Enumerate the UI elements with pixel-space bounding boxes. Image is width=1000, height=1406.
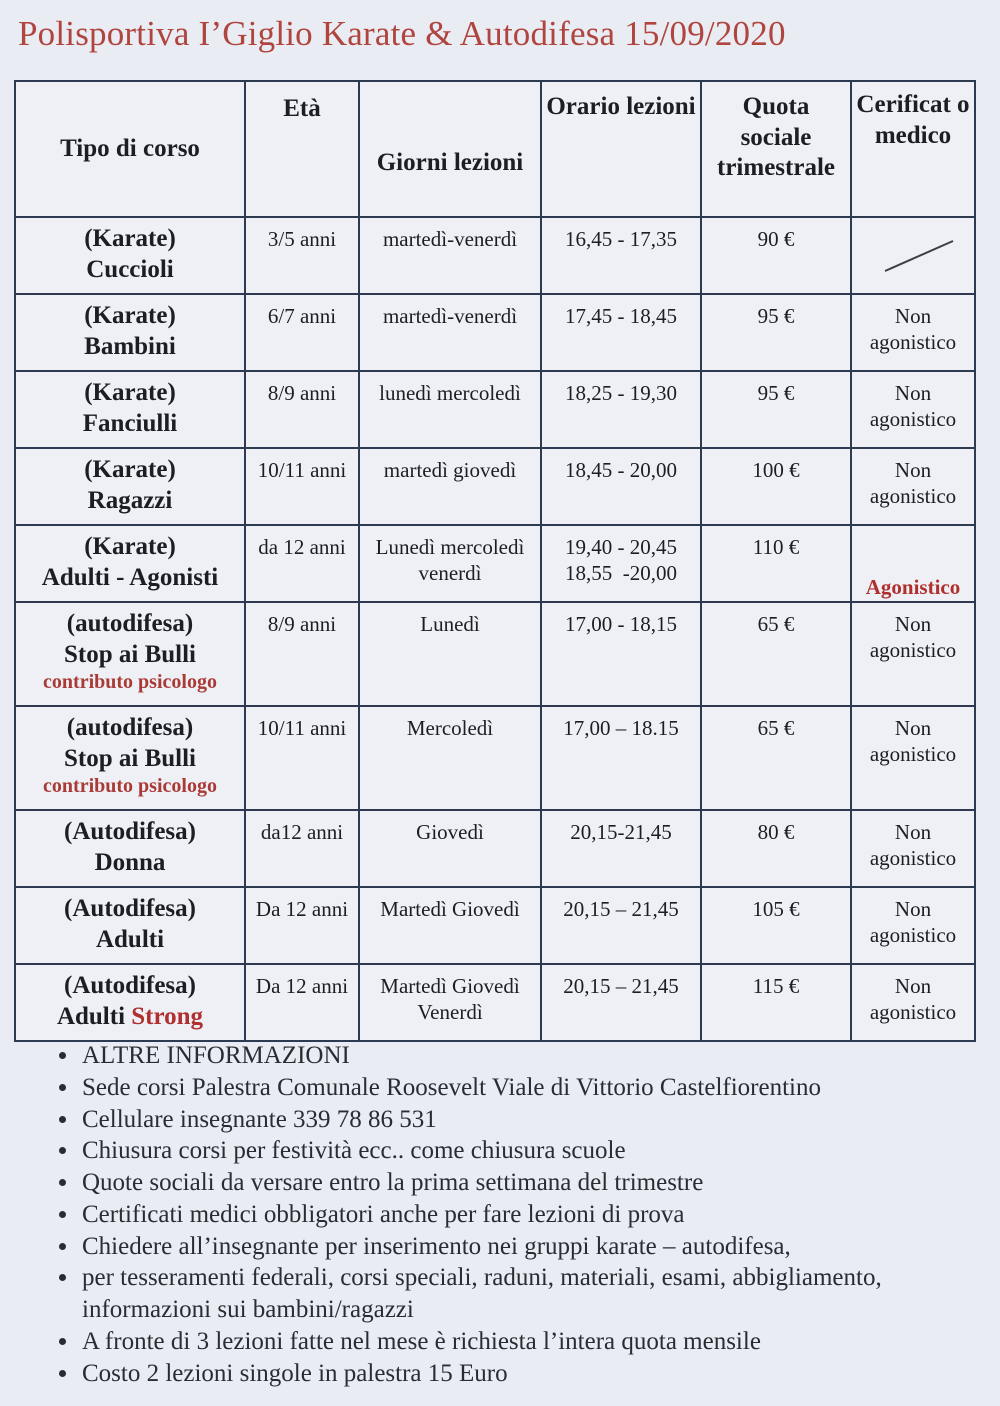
time-slot: 18,55 -20,00: [565, 560, 677, 585]
header-age: Età: [245, 81, 359, 217]
strikethrough-mark-icon: [863, 231, 963, 281]
table-row: [15, 810, 975, 887]
course-cell: [15, 294, 245, 371]
course-name: Ragazzi: [87, 486, 173, 514]
days-cell: Martedì Giovedì Venerdì: [359, 964, 541, 1041]
time-cell: 17,45 - 18,45: [541, 294, 701, 371]
list-item: • Certificati medici obbligatori anche per fare lezioni di prova: [80, 1199, 980, 1231]
course-name: Cuccioli: [86, 255, 174, 283]
fee-cell: 65 €: [701, 602, 851, 706]
course-name: Adulti - Agonisti: [41, 563, 219, 591]
table-row: [15, 217, 975, 294]
course-name: Donna: [94, 848, 166, 876]
table-row: [15, 706, 975, 810]
course-category: (autodifesa): [66, 610, 194, 637]
header-fee: Quota sociale trimestrale: [701, 81, 851, 217]
table-row: [15, 448, 975, 525]
table-row: [15, 887, 975, 964]
time-cell: 20,15-21,45: [541, 810, 701, 887]
header-certificate: Cerificat o medico: [851, 81, 975, 217]
course-name: Stop ai Bulli: [64, 744, 196, 772]
days-cell: Giovedì: [359, 810, 541, 887]
info-list: [44, 1040, 980, 1389]
age-cell: Da 12 anni: [245, 887, 359, 964]
course-category: (autodifesa): [66, 714, 194, 741]
fee-cell: 115 €: [701, 964, 851, 1041]
fee-cell: 95 €: [701, 371, 851, 448]
certificate-cell: [851, 217, 975, 294]
time-cell: 20,15 – 21,45: [541, 964, 701, 1041]
course-cell: [15, 810, 245, 887]
time-cell: 17,00 - 18,15: [541, 602, 701, 706]
time-cell: 20,15 – 21,45: [541, 887, 701, 964]
course-name-main: Adulti: [56, 1002, 126, 1030]
course-cell: [15, 706, 245, 810]
time-cell: 18,45 - 20,00: [541, 448, 701, 525]
age-cell: 8/9 anni: [245, 602, 359, 706]
list-item: • ALTRE INFORMAZIONI: [80, 1040, 980, 1072]
age-cell: 10/11 anni: [245, 706, 359, 810]
agonistic-label: Agonistico: [865, 575, 961, 600]
course-cell: [15, 602, 245, 706]
course-cell: [15, 525, 245, 602]
list-item: • Quote sociali da versare entro la prima settimana del trimestre: [80, 1167, 980, 1199]
time-cell: 18,25 - 19,30: [541, 371, 701, 448]
fee-cell: 90 €: [701, 217, 851, 294]
time-cell: 16,45 - 17,35: [541, 217, 701, 294]
certificate-cell: Non agonistico: [851, 448, 975, 525]
age-cell: 8/9 anni: [245, 371, 359, 448]
certificate-cell: Non agonistico: [851, 964, 975, 1041]
age-cell: 3/5 anni: [245, 217, 359, 294]
course-cell: [15, 887, 245, 964]
days-cell: Martedì Giovedì: [359, 887, 541, 964]
time-cell: 17,00 – 18.15: [541, 706, 701, 810]
certificate-cell: Non agonistico: [851, 371, 975, 448]
course-name: Stop ai Bulli: [64, 640, 196, 668]
header-course-type: Tipo di corso: [15, 81, 245, 217]
fee-cell: 80 €: [701, 810, 851, 887]
fee-cell: 95 €: [701, 294, 851, 371]
age-cell: da 12 anni: [245, 525, 359, 602]
table-row: [15, 964, 975, 1041]
certificate-cell: Non agonistico: [851, 706, 975, 810]
days-cell: Mercoledì: [359, 706, 541, 810]
certificate-cell: [851, 525, 975, 602]
course-category: (Karate): [84, 533, 176, 560]
table-row: [15, 371, 975, 448]
table-header-row: [15, 81, 975, 217]
age-cell: da12 anni: [245, 810, 359, 887]
page-title: Polisportiva I’Giglio Karate & Autodifesa 15/09/2020: [18, 14, 786, 53]
course-cell: [15, 371, 245, 448]
header-days: Giorni lezioni: [359, 81, 541, 217]
course-name: Bambini: [84, 332, 176, 360]
course-category: (Autodifesa): [64, 895, 196, 922]
certificate-cell: Non agonistico: [851, 294, 975, 371]
course-category: (Karate): [84, 302, 176, 329]
course-note: contributo psicologo: [43, 775, 217, 797]
certificate-cell: Non agonistico: [851, 887, 975, 964]
fee-cell: 110 €: [701, 525, 851, 602]
course-cell: [15, 964, 245, 1041]
days-cell: martedì-venerdì: [359, 217, 541, 294]
course-category: (Karate): [84, 379, 176, 406]
list-item: • Chiedere all’insegnante per inserimento nei gruppi karate – autodifesa,: [80, 1231, 980, 1263]
list-item: • Cellulare insegnante 339 78 86 531: [80, 1104, 980, 1136]
age-cell: 10/11 anni: [245, 448, 359, 525]
days-cell: Lunedì mercoledì venerdì: [359, 525, 541, 602]
fee-cell: 65 €: [701, 706, 851, 810]
table-row: [15, 525, 975, 602]
days-cell: martedì-venerdì: [359, 294, 541, 371]
age-cell: Da 12 anni: [245, 964, 359, 1041]
days-cell: lunedì mercoledì: [359, 371, 541, 448]
certificate-cell: Non agonistico: [851, 602, 975, 706]
course-cell: [15, 448, 245, 525]
age-cell: 6/7 anni: [245, 294, 359, 371]
table-row: [15, 294, 975, 371]
time-cell: [541, 525, 701, 602]
course-name-strong: Strong: [131, 1002, 204, 1030]
fee-cell: 105 €: [701, 887, 851, 964]
course-name: Adulti: [95, 925, 165, 953]
time-slot: 19,40 - 20,45: [565, 535, 677, 559]
course-cell: [15, 217, 245, 294]
course-category: (Autodifesa): [64, 818, 196, 845]
course-name: [20, 1002, 240, 1033]
courses-table: [14, 80, 976, 1042]
list-item: • per tesseramenti federali, corsi speciali, raduni, materiali, esami, abbigliamento, informazioni sui bambini/ragazzi: [80, 1262, 980, 1326]
list-item: • Sede corsi Palestra Comunale Roosevelt Viale di Vittorio Castelfiorentino: [80, 1072, 980, 1104]
certificate-cell: Non agonistico: [851, 810, 975, 887]
course-category: (Karate): [84, 456, 176, 483]
course-category: (Autodifesa): [64, 972, 196, 999]
table-row: [15, 602, 975, 706]
days-cell: martedì giovedì: [359, 448, 541, 525]
days-cell: Lunedì: [359, 602, 541, 706]
list-item: • Costo 2 lezioni singole in palestra 15 Euro: [80, 1358, 980, 1390]
list-item: • Chiusura corsi per festività ecc.. come chiusura scuole: [80, 1135, 980, 1167]
header-time: Orario lezioni: [541, 81, 701, 217]
list-item: • A fronte di 3 lezioni fatte nel mese è richiesta l’intera quota mensile: [80, 1326, 980, 1358]
course-note: contributo psicologo: [43, 671, 217, 693]
course-category: (Karate): [84, 225, 176, 252]
fee-cell: 100 €: [701, 448, 851, 525]
course-name: Fanciulli: [82, 409, 178, 437]
